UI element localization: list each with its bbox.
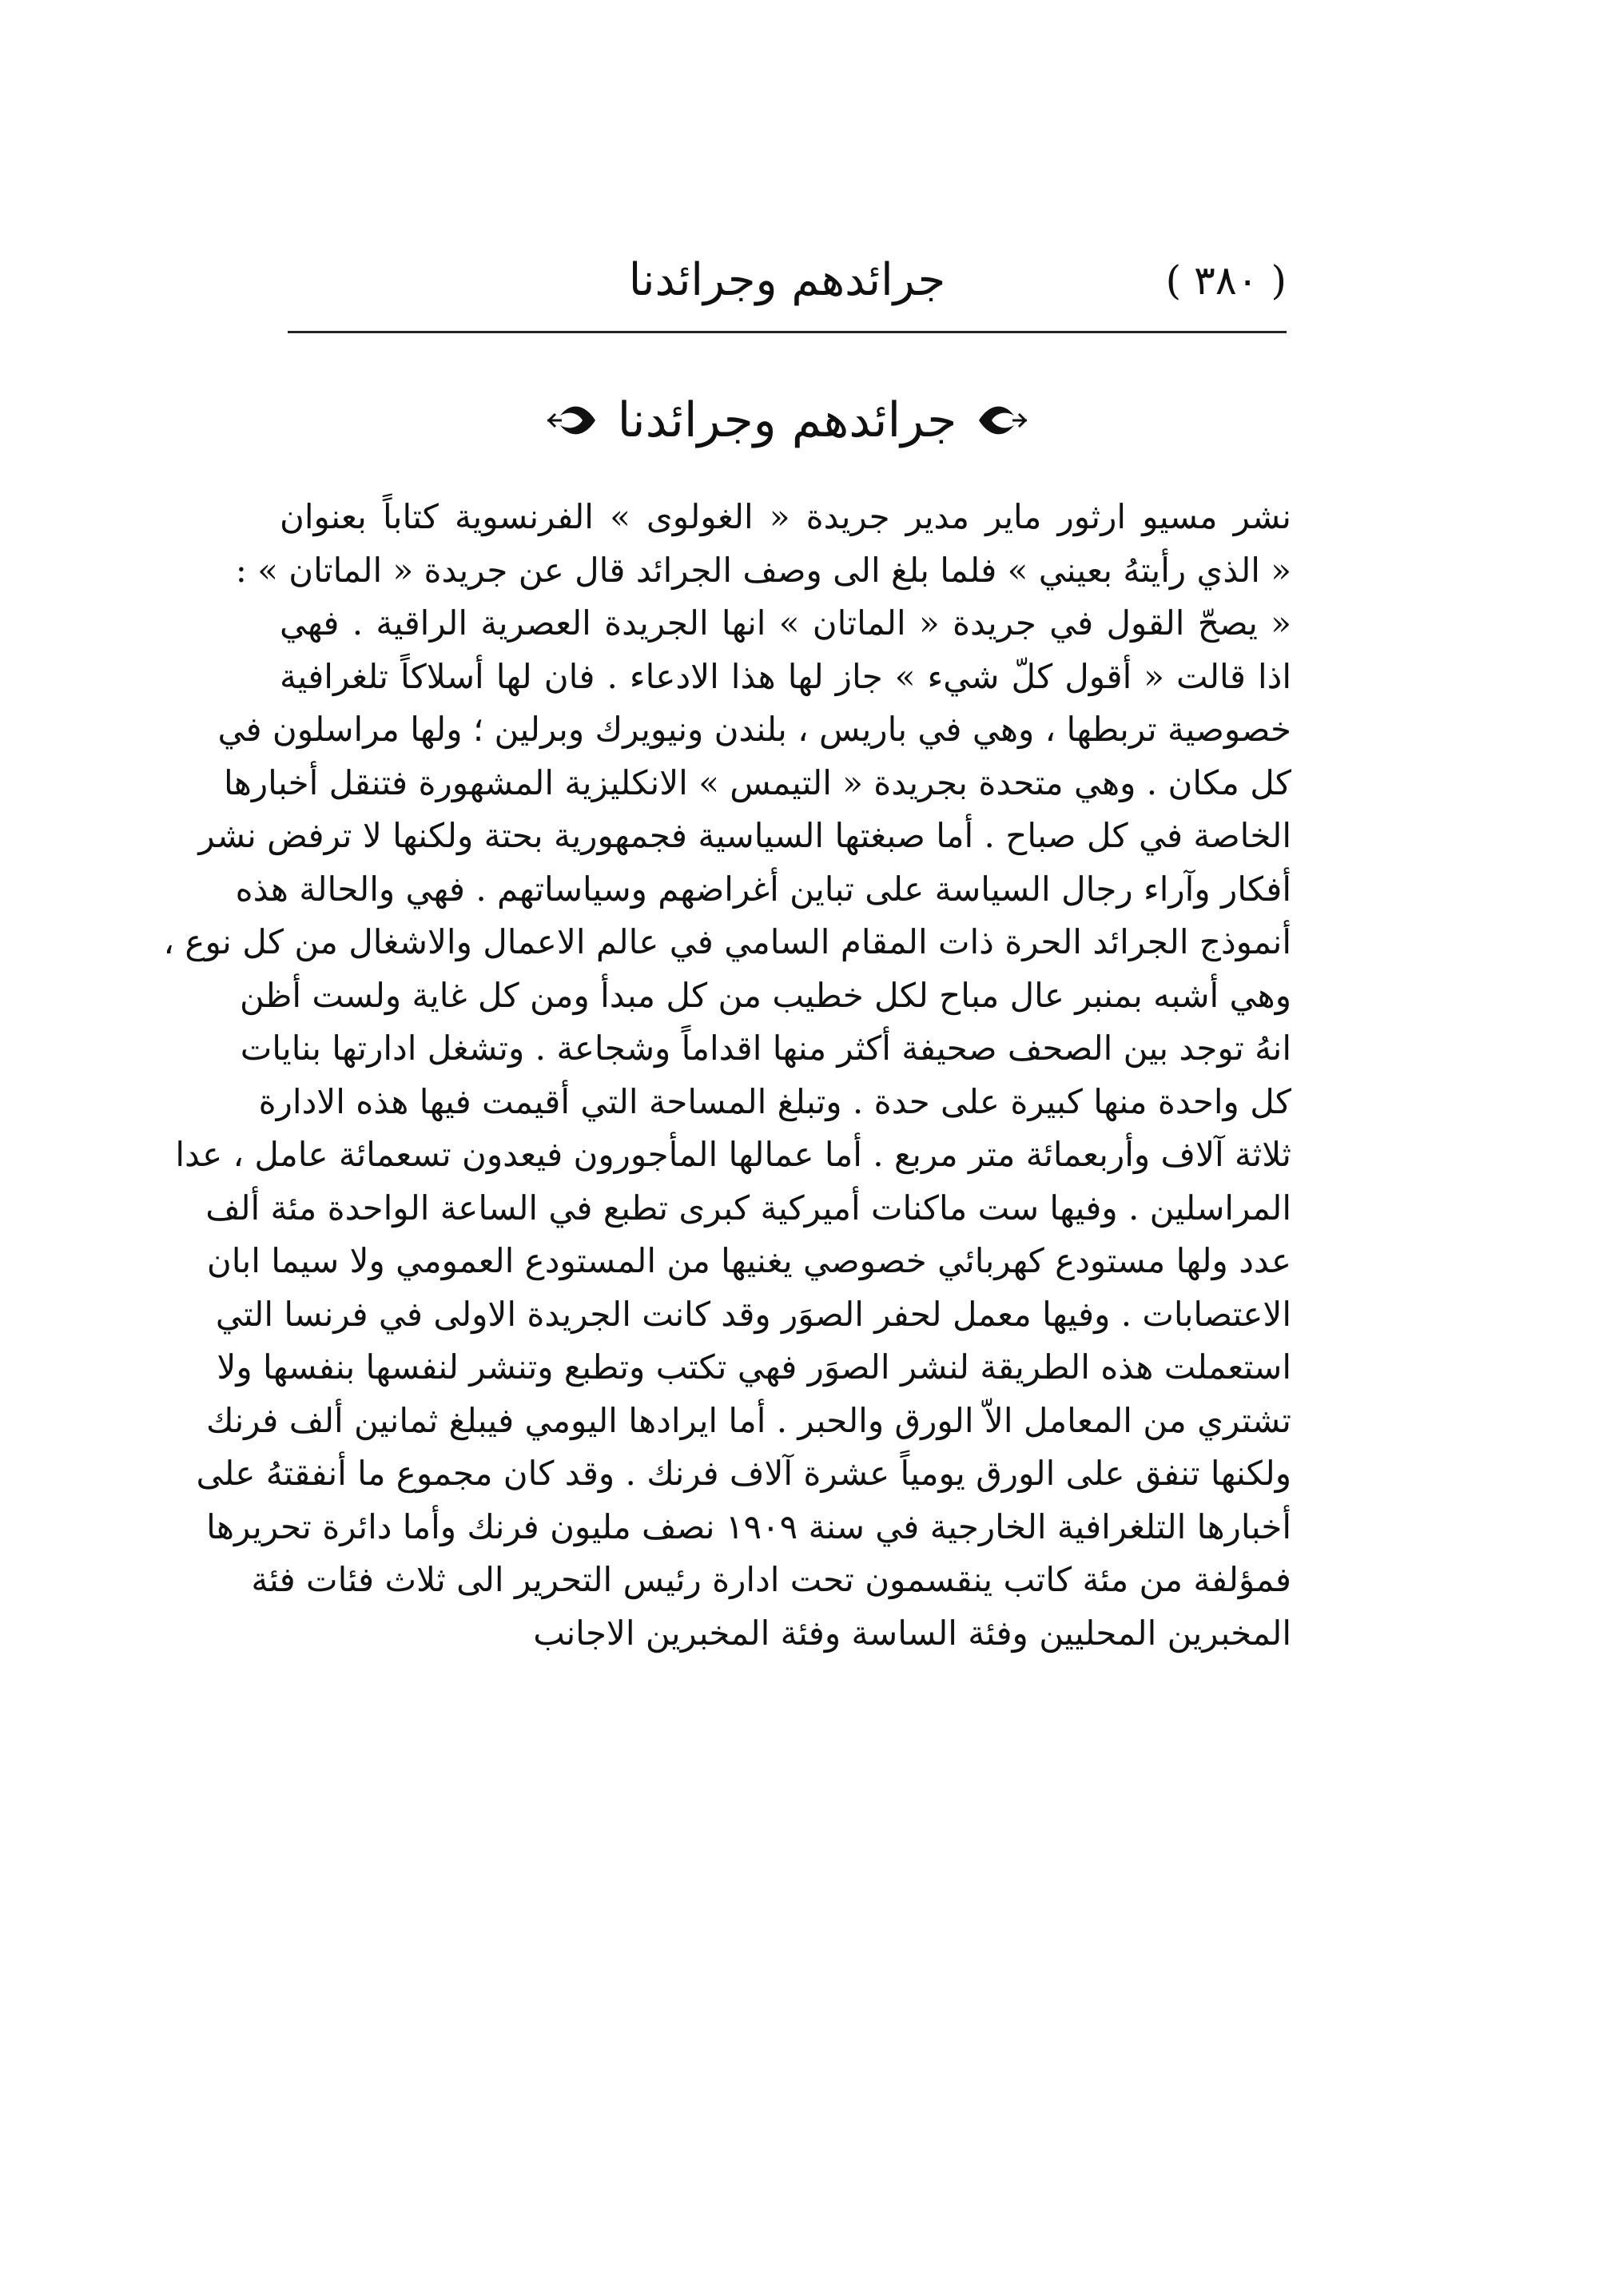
text-line: « الذي رأيتهُ بعيني » فلما بلغ الى وصف الجرائد قال عن جريدة « الماتان » :: [235, 550, 1291, 590]
text-line: المخبرين المحليين وفئة الساسة وفئة المخبرين الاجانب: [533, 1613, 1291, 1653]
text-line: ولكنها تنفق على الورق يومياً عشرة آلاف فرنك . وقد كان مجموع ما أنفقتهُ على: [196, 1454, 1291, 1493]
text-line: أنموذج الجرائد الحرة ذات المقام السامي في عالم الاعمال والاشغال من كل نوع ،: [163, 922, 1291, 961]
article-body: [163, 491, 1291, 1660]
text-line: تشتري من المعامل الاّ الورق والحبر . أما ايرادها اليومي فيبلغ ثمانين ألف فرنك: [206, 1400, 1291, 1440]
text-line: كل مكان . وهي متحدة بجريدة « التيمس » الانكليزية المشهورة فتنقل أخبارها: [223, 762, 1291, 802]
text-line: انهُ توجد بين الصحف صحيفة أكثر منها اقداماً وشجاعة . وتشغل ادارتها بنايات: [240, 1029, 1291, 1068]
text-line: وهي أشبه بمنبر عال مباح لكل خطيب من كل مبدأ ومن كل غاية ولست أظن: [239, 975, 1291, 1015]
right-ornament-icon: [974, 398, 1030, 443]
text-line: « يصحّ القول في جريدة « الماتان » انها الجريدة العصرية الراقية . فهي: [280, 603, 1291, 643]
text-line: عدد ولها مستودع كهربائي خصوصي يغنيها من المستودع العمومي ولا سيما ابان: [206, 1241, 1291, 1280]
text-line: كل واحدة منها كبيرة على حدة . وتبلغ المساحة التي أقيمت فيها هذه الادارة: [258, 1081, 1291, 1121]
text-line: اذا قالت « أقول كلّ شيء » جاز لها هذا الادعاء . فان لها أسلاكاً تلغرافية: [280, 656, 1291, 696]
text-line: ثلاثة آلاف وأربعمائة متر مربع . أما عمالها المأجورون فيعدون تسعمائة عامل ، عدا: [175, 1135, 1291, 1174]
text-line: استعملت هذه الطريقة لنشر الصوَر فهي تكتب وتطبع وتنشر لنفسها بنفسها ولا: [217, 1347, 1291, 1387]
text-line: أفكار وآراء رجال السياسة على تباين أغراضهم وسياساتهم . فهي والحالة هذه: [235, 869, 1291, 909]
text-line: أخبارها التلغرافية الخارجية في سنة ١٩٠٩ نصف مليون فرنك وأما دائرة تحريرها: [206, 1506, 1291, 1546]
text-line: نشر مسيو ارثور ماير مدير جريدة « الغولوى » الفرنسوية كتاباً بعنوان: [280, 497, 1291, 536]
running-header: [288, 248, 1287, 313]
page-number: ( ٣٨٠ ): [1165, 257, 1287, 304]
article-title: جرائدهم وجرائدنا: [617, 392, 957, 448]
header-rule: [288, 331, 1287, 333]
left-ornament-icon: [544, 398, 600, 443]
text-line: الاعتصابات . وفيها معمل لحفر الصوَر وقد كانت الجريدة الاولى في فرنسا التي: [215, 1294, 1291, 1334]
text-line: فمؤلفة من مئة كاتب ينقسمون تحت ادارة رئيس التحرير الى ثلاث فئات فئة: [251, 1560, 1291, 1599]
article-heading: [288, 382, 1287, 459]
text-line: المراسلين . وفيها ست ماكنات أميركية كبرى تطبع في الساعة الواحدة مئة ألف: [205, 1188, 1291, 1228]
text-line: خصوصية تربطها ، وهي في باريس ، بلندن ونيويرك وبرلين ؛ ولها مراسلون في: [217, 710, 1291, 749]
text-line: الخاصة في كل صباح . أما صبغتها السياسية فجمهورية بحتة ولكنها لا ترفض نشر: [198, 816, 1291, 855]
running-title: جرائدهم وجرائدنا: [628, 254, 946, 306]
